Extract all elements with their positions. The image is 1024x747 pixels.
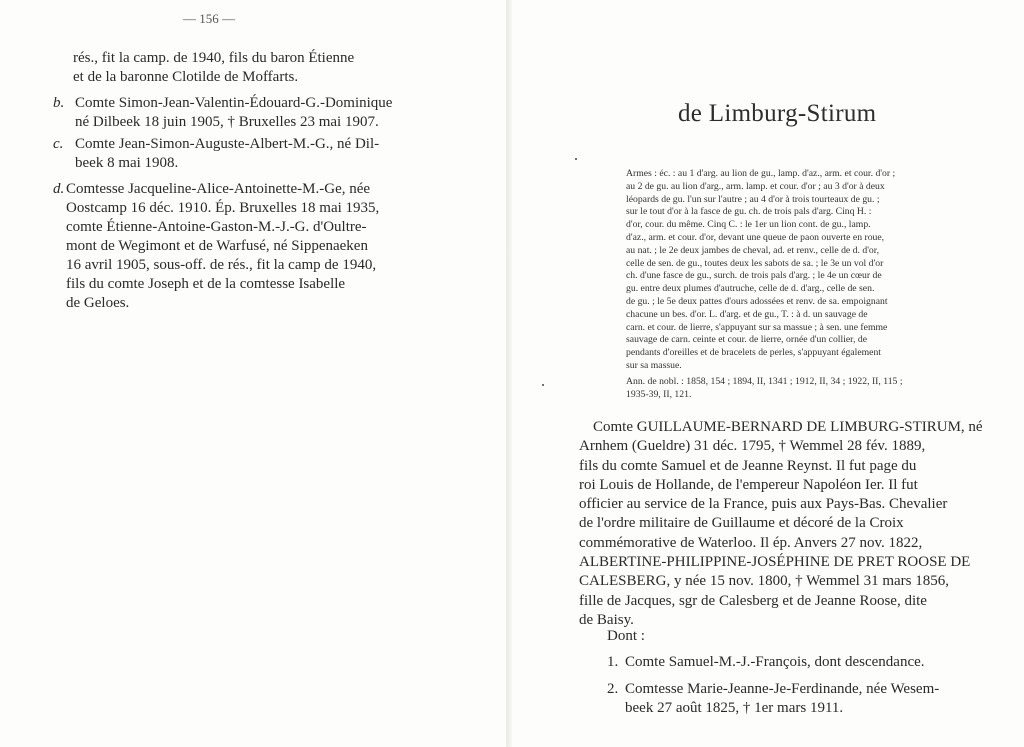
- arms-line: léopards de gu. l'un sur l'autre ; au 4 d'or à trois tourteaux de gu. ;: [626, 193, 880, 205]
- intro-paragraph: [73, 49, 354, 87]
- entry-d-marker: d.: [53, 181, 65, 197]
- text-line: Arnhem (Gueldre) 31 déc. 1795, † Wemmel 28 fév. 1889,: [579, 438, 926, 455]
- text-line: roi Louis de Hollande, de l'empereur Napoléon Ier. Il fut: [579, 476, 918, 493]
- child-1-number: 1.: [607, 654, 619, 670]
- arms-line: carn. et cour. de lierre, s'appuyant sur sa massue ; à sen. une femme: [626, 321, 888, 333]
- arms-line: Armes : éc. : au 1 d'arg. au lion de gu., lamp. d'az., arm. et cour. d'or ;: [626, 168, 896, 179]
- entry-b: [75, 94, 392, 132]
- text-line: Oostcamp 16 déc. 1910. Ép. Bruxelles 18 mai 1935,: [66, 200, 380, 216]
- text-line: ALBERTINE-PHILIPPINE-JOSÉPHINE DE PRET ROOSE DE: [579, 554, 971, 571]
- arms-line: chacune un bes. d'or. L. d'arg. et de gu., T. : à d. un sauvage de: [626, 308, 868, 320]
- text-line: Comte GUILLAUME-BERNARD DE LIMBURG-STIRUM, né: [593, 419, 983, 435]
- entry-c: [75, 135, 379, 173]
- arms-line: sur sa massue.: [626, 359, 682, 371]
- child-2-number: 2.: [607, 681, 619, 697]
- text-line: Comte Simon-Jean-Valentin-Édouard-G.-Dominique: [75, 95, 393, 111]
- arms-line: ch. d'une fasce de gu., surch. de trois pals d'arg. ; le 4e un cœur de: [626, 270, 882, 282]
- entry-c-marker: c.: [53, 136, 64, 152]
- arms-line: gu. entre deux plumes d'autruche, celle de d. d'arg., celle de sen.: [626, 283, 875, 295]
- arms-line: au 2 de gu. au lion d'arg., arm. lamp. et cour. d'or ; au 3 d'or à deux: [626, 180, 885, 192]
- text-line: de Baisy.: [579, 611, 634, 628]
- arms-line: au nat. ; le 2e deux jambes de cheval, ad. et renv., celle de d. d'or,: [626, 244, 880, 256]
- text-line: Comtesse Jacqueline-Alice-Antoinette-M.-Ge, née: [66, 181, 371, 197]
- family-heading: de Limburg-Stirum: [678, 100, 877, 127]
- arms-description: [626, 168, 989, 401]
- text-line: CALESBERG, y née 15 nov. 1800, † Wemmel 31 mars 1856,: [579, 573, 950, 590]
- entry-d: [66, 180, 379, 313]
- arms-line: sur le tout d'or à la fasce de gu. ch. de trois pals d'arg. Cinq H. :: [626, 206, 872, 218]
- arms-line: d'or, cour. du même. Cinq C. : le 1er un lion cont. de gu., lamp.: [626, 219, 871, 231]
- main-entry: [579, 418, 983, 630]
- text-line: 16 avril 1905, sous-off. de rés., fit la camp de 1940,: [66, 257, 377, 273]
- text-line: commémorative de Waterloo. Il ép. Anvers 27 nov. 1822,: [579, 534, 923, 551]
- text-line: de Geloes.: [66, 295, 130, 311]
- arms-line: d'az., arm. et cour. d'or, devant une queue de paon ouverte en roue,: [626, 231, 885, 243]
- text-line: officier au service de la France, puis aux Pays-Bas. Chevalier: [579, 496, 948, 513]
- child-2: [625, 680, 939, 719]
- arms-line: sauvage de carn. ceinte et cour. de lierre, ornée d'un collier, de: [626, 334, 868, 346]
- text-line: de l'ordre militaire de Guillaume et décoré de la Croix: [579, 515, 904, 532]
- arms-line: pendants d'oreilles et de bracelets de perles, s'appuyant également: [626, 347, 881, 359]
- text-line: beek 27 août 1825, † 1er mars 1911.: [625, 700, 844, 717]
- text-line: Comtesse Marie-Jeanne-Je-Ferdinande, née Wesem-: [625, 681, 940, 697]
- text-line: mont de Wegimont et de Warfusé, né Sippenaeken: [66, 238, 368, 254]
- text-line: Comte Samuel-M.-J.-François, dont descendance.: [625, 654, 925, 670]
- entry-b-marker: b.: [53, 95, 65, 111]
- annuaire-line: 1935-39, II, 121.: [626, 388, 692, 400]
- text-line: rés., fit la camp. de 1940, fils du baron Étienne: [73, 50, 355, 66]
- arms-line: celle de sen. de gu., toutes deux les sabots de sa. ; le 3e un vol d'or: [626, 257, 884, 269]
- text-line: comte Étienne-Antoine-Gaston-M.-J.-G. d'Oultre-: [66, 219, 367, 235]
- page-number: — 156 —: [183, 11, 235, 26]
- child-1: [625, 653, 925, 672]
- text-line: né Dilbeek 18 juin 1905, † Bruxelles 23 mai 1907.: [75, 114, 379, 130]
- arms-line: de gu. ; le 5e deux pattes d'ours adossées et renv. de sa. empoignant: [626, 295, 888, 307]
- text-line: fille de Jacques, sgr de Calesberg et de Jeanne Roose, dite: [579, 592, 927, 609]
- annuaire-line: Ann. de nobl. : 1858, 154 ; 1894, II, 1341 ; 1912, II, 34 ; 1922, II, 115 ;: [626, 375, 903, 387]
- text-line: Comte Jean-Simon-Auguste-Albert-M.-G., né Dil-: [75, 136, 380, 152]
- dont-label: Dont :: [607, 628, 645, 644]
- text-line: fils du comte Joseph et de la comtesse Isabelle: [66, 276, 346, 292]
- text-line: beek 8 mai 1908.: [75, 155, 179, 171]
- print-speck: [542, 384, 544, 386]
- text-line: fils du comte Samuel et de Jeanne Reynst. Il fut page du: [579, 457, 917, 474]
- text-line: et de la baronne Clotilde de Moffarts.: [73, 69, 299, 85]
- print-speck: [575, 158, 577, 160]
